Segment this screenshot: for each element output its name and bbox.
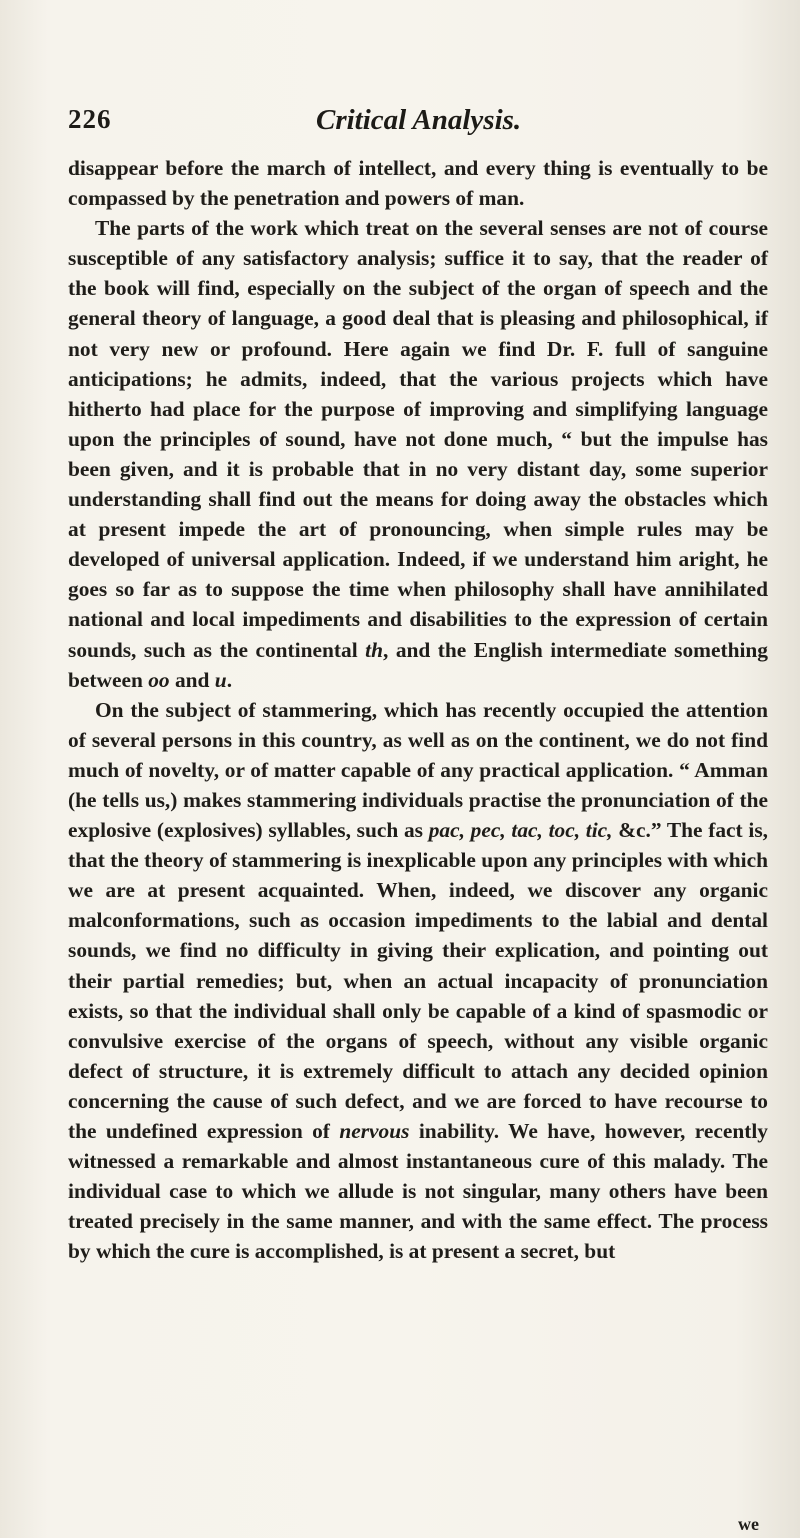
- paragraph-2-text-3: and: [169, 667, 215, 692]
- body-text: [68, 153, 768, 1266]
- paragraph-3: [68, 695, 768, 1267]
- paragraph-3-italic-nervous: nervous: [339, 1119, 410, 1143]
- paragraph-1-text: disappear before the march of intellect, and every thing is eventually to be compassed by the penetration and powers of man.: [68, 156, 768, 211]
- paragraph-3-text-2: &c.” The fact is, that the theory of stammering is inexplicable upon any principles with which we are at present acquainted. When, indeed, we discover any organic malconformations, such as occasion impediments to the labial and dental sounds, we find no difficulty in giving their explication, and pointing out their partial remedies; but, when an actual incapacity of pronunciation exists, so that the individual shall only be capable of a kind of spasmodic or convulsive exercise of the organs of speech, without any visible organic defect of structure, it is extremely difficult to attach any decided opinion concerning the cause of such defect, and we are forced to have recourse to the undefined expression of: [68, 818, 768, 1143]
- catchword: we: [738, 1514, 759, 1534]
- paragraph-2-text: The parts of the work which treat on the several senses are not of course susceptible of any satisfactory analysis; suffice it to say, that the reader of the book will find, especially on the subject of the organ of speech and the general theory of language, a good deal that is pleasing and philosophical, if not very new or profound. Here again we find Dr. F. full of sanguine anticipations; he admits, indeed, that the various projects which have hitherto had place for the purpose of improving and simplifying language upon the principles of sound, have not done much, “ but the impulse has been given, and it is probable that in no very distant day, some superior understanding shall find out the means for doing away the obstacles which at present impede the art of pronouncing, when simple rules may be developed of universal application. Indeed, if we understand him aright, he goes so far as to suppose the time when philosophy shall have annihilated national and local impediments and disabilities to the expression of certain sounds, such as the continental: [68, 216, 768, 662]
- paragraph-2-italic-oo: oo: [148, 667, 170, 692]
- paragraph-2-italic-u: u: [214, 667, 227, 692]
- paragraph-2: [68, 213, 768, 695]
- paragraph-1: [68, 153, 768, 213]
- paragraph-3-text-3: inability. We have, however, recently witnessed a remarkable and almost instantaneous cure of this malady. The individual case to which we allude is not singular, many others have been treated precisely in the same manner, and with the same effect. The process by which the cure is accomplished, is at present a secret, but: [68, 1119, 768, 1264]
- page-header: [68, 104, 708, 144]
- page-number: 226: [68, 104, 112, 134]
- paragraph-2-italic-th: th: [365, 637, 383, 662]
- paragraph-2-text-4: .: [226, 667, 233, 692]
- paragraph-2-text-2: , and the English intermediate something between: [68, 637, 769, 692]
- paragraph-3-text: On the subject of stammering, which has recently occupied the attention of several persons in this country, as well as on the continent, we do not find much of novelty, or of matter capable of any practical application. “ Amman (he tells us,) makes stammering individuals practise the pronunciation of the explosive (explosives) syllables, such as: [68, 697, 768, 843]
- running-title: Critical Analysis.: [316, 104, 522, 136]
- paragraph-3-italic-syllables: pac, pec, tac, toc, tic,: [428, 818, 613, 843]
